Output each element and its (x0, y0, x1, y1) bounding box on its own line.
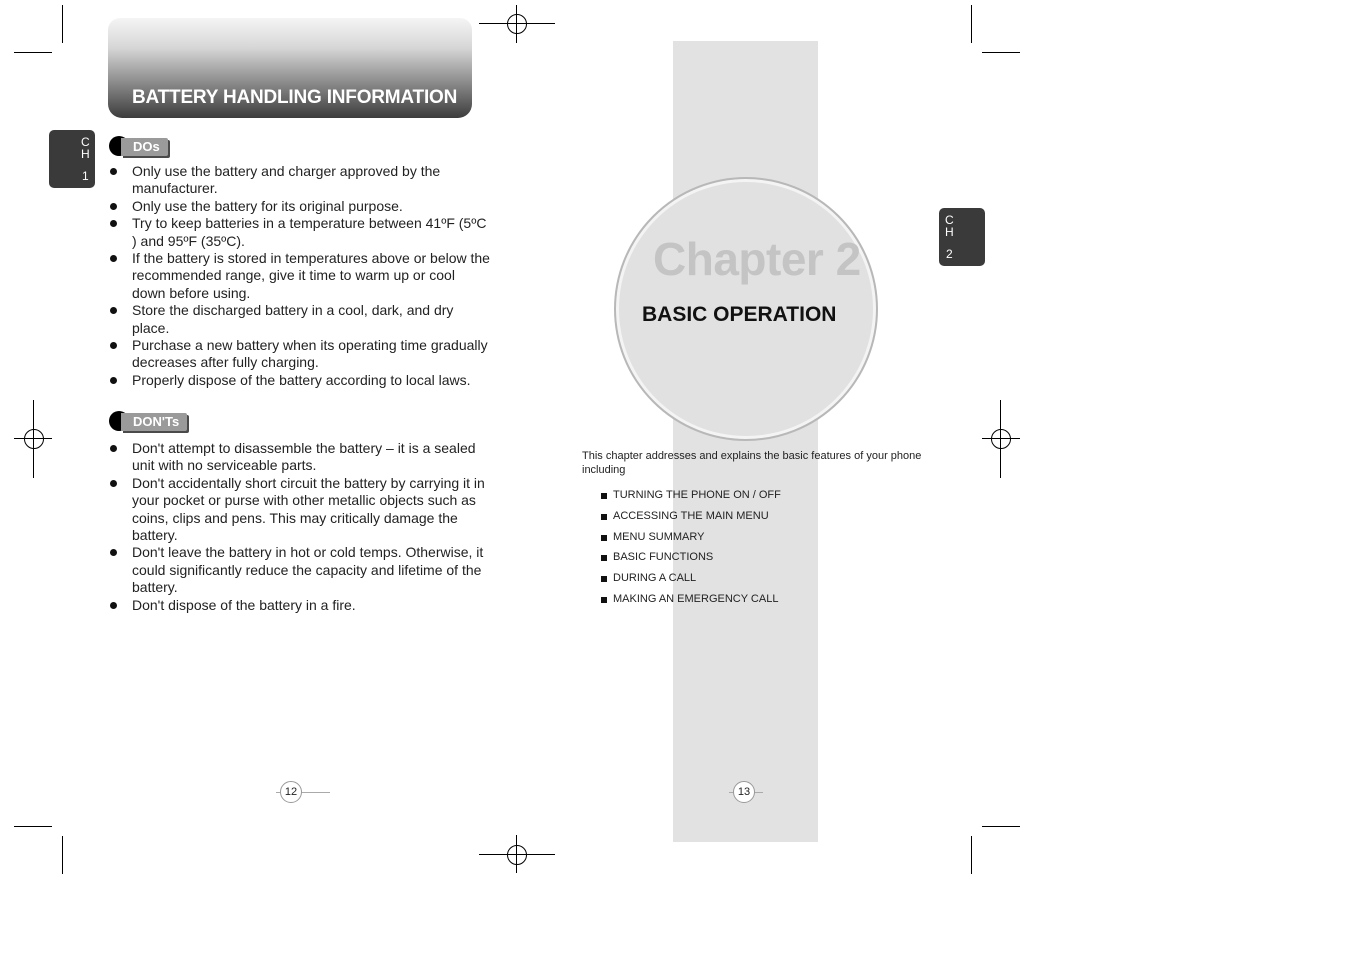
list-item: Don't accidentally short circuit the battery by carrying it in your pocket or purse with other metallic objects such as coins, clips and pens. This may critically damage the battery. (108, 475, 494, 545)
page-title: BATTERY HANDLING INFORMATION (132, 87, 458, 108)
chapter-intro: This chapter addresses and explains the basic features of your phone including (582, 450, 922, 476)
crop-mark (971, 5, 972, 43)
list-item: Properly dispose of the battery according to local laws. (108, 372, 492, 389)
crop-mark (62, 5, 63, 43)
topic-item: DURING A CALL (601, 572, 781, 593)
list-item: Store the discharged battery in a cool, dark, and dry place. (108, 302, 492, 337)
tab-number: 1 (82, 169, 89, 183)
topic-item: BASIC FUNCTIONS (601, 551, 781, 572)
donts-label: DON'Ts (121, 413, 187, 431)
list-item: Only use the battery for its original purpose. (108, 198, 492, 215)
page-number: 13 (733, 781, 755, 803)
list-item: Don't attempt to disassemble the battery – it is a sealed unit with no serviceable parts. (108, 440, 494, 475)
chapter-title: BASIC OPERATION (642, 303, 837, 326)
chapter-tab-1 (49, 130, 95, 188)
dos-label: DOs (121, 138, 168, 156)
donts-list (108, 440, 494, 614)
list-item: Purchase a new battery when its operating time gradually decreases after fully charging. (108, 337, 492, 372)
tab-letter: C (81, 135, 90, 149)
crop-mark (982, 826, 1020, 827)
topic-item: TURNING THE PHONE ON / OFF (601, 489, 781, 510)
topic-item: MENU SUMMARY (601, 531, 781, 552)
chapter-number: Chapter 2 (653, 233, 861, 285)
tab-number: 2 (946, 247, 953, 261)
chapter-topics (601, 489, 781, 614)
tab-letter: C (945, 213, 954, 227)
list-item: Only use the battery and charger approved by the manufacturer. (108, 163, 492, 198)
topic-item: ACCESSING THE MAIN MENU (601, 510, 781, 531)
crop-mark (982, 52, 1020, 53)
list-item: Don't leave the battery in hot or cold temps. Otherwise, it could significantly reduce the capacity and lifetime of the battery. (108, 544, 494, 596)
chapter-tab-2 (939, 208, 985, 266)
crop-mark (14, 826, 52, 827)
crop-mark (14, 52, 52, 53)
chapter-stripe (673, 41, 818, 842)
page-number: 12 (280, 781, 302, 803)
topic-item: MAKING AN EMERGENCY CALL (601, 593, 781, 614)
tab-letter: H (945, 225, 954, 239)
dos-list (108, 163, 492, 389)
crop-mark (62, 836, 63, 874)
list-item: Try to keep batteries in a temperature between 41ºF (5ºC ) and 95ºF (35ºC). (108, 215, 492, 250)
list-item: If the battery is stored in temperatures above or below the recommended range, give it time to warm up or cool down before using. (108, 250, 492, 302)
crop-mark (971, 836, 972, 874)
tab-letter: H (81, 147, 90, 161)
list-item: Don't dispose of the battery in a fire. (108, 597, 494, 614)
